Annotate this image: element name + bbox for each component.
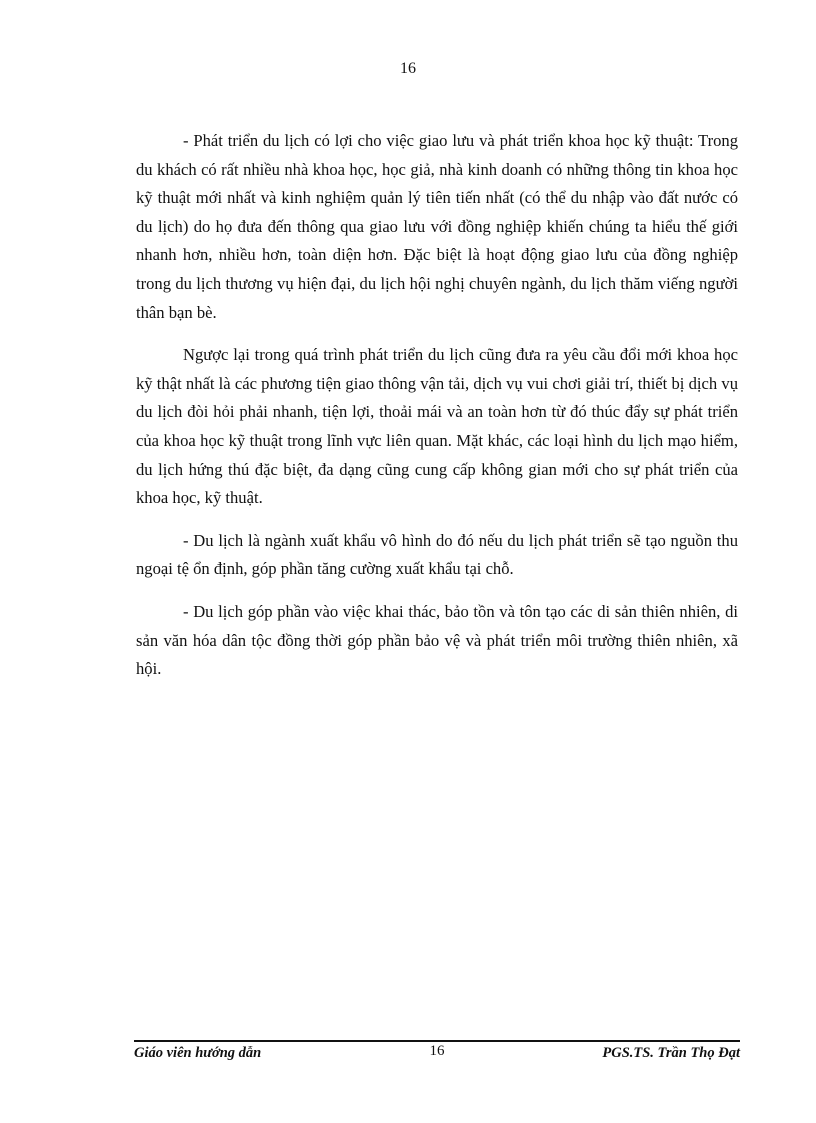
footer-page-number: 16 [429, 1043, 445, 1059]
page-footer [134, 1040, 740, 1070]
document-body [136, 127, 738, 698]
paragraph-innovation-demand: Ngược lại trong quá trình phát triển du lịch cũng đưa ra yêu cầu đổi mới khoa học kỹ thật nhất là các phương tiện giao thông vận tải, dịch vụ vui chơi giải trí, thiết bị dịch vụ du lịch đòi hỏi phải nhanh, tiện lợi, thoải mái và an toàn hơn từ đó thúc đẩy sự phát triển của khoa học kỹ thuật trong lĩnh vực liên quan. Mặt khác, các loại hình du lịch mạo hiểm, du lịch hứng thú đặc biệt, đa dạng cũng cung cấp không gian mới cho sự phát triển của khoa học, kỹ thuật. [136, 345, 738, 508]
paragraph-heritage-conservation: - Du lịch góp phần vào việc khai thác, bảo tồn và tôn tạo các di sản thiên nhiên, di sản văn hóa dân tộc đồng thời góp phần bảo vệ và phát triển môi trường thiên nhiên, xã hội. [136, 601, 738, 679]
header-page-number: 16 [400, 60, 416, 77]
footer-supervisor-name: PGS.TS. Trần Thọ Đạt [602, 1045, 740, 1061]
paragraph-invisible-export: - Du lịch là ngành xuất khẩu vô hình do đó nếu du lịch phát triển sẽ tạo nguồn thu ngoại tệ ổn định, góp phần tăng cường xuất khẩu tại chỗ. [136, 530, 738, 579]
paragraph-science-exchange: - Phát triển du lịch có lợi cho việc giao lưu và phát triển khoa học kỹ thuật: Trong du khách có rất nhiều nhà khoa học, học giả, nhà kinh doanh có những thông tin khoa học kỹ thuật mới nhất và kinh nghiệm quản lý tiên tiến nhất (có thể du nhập vào đất nước có du lịch) do họ đưa đến thông qua giao lưu với đồng nghiệp khiến chúng ta hiểu thế giới nhanh hơn, nhiều hơn, toàn diện hơn. Đặc biệt là hoạt động giao lưu của đồng nghiệp trong du lịch thương vụ hiện đại, du lịch hội nghị chuyên ngành, du lịch thăm viếng người thân bạn bè. [136, 131, 738, 322]
footer-supervisor-label: Giáo viên hướng dẫn [134, 1045, 262, 1061]
